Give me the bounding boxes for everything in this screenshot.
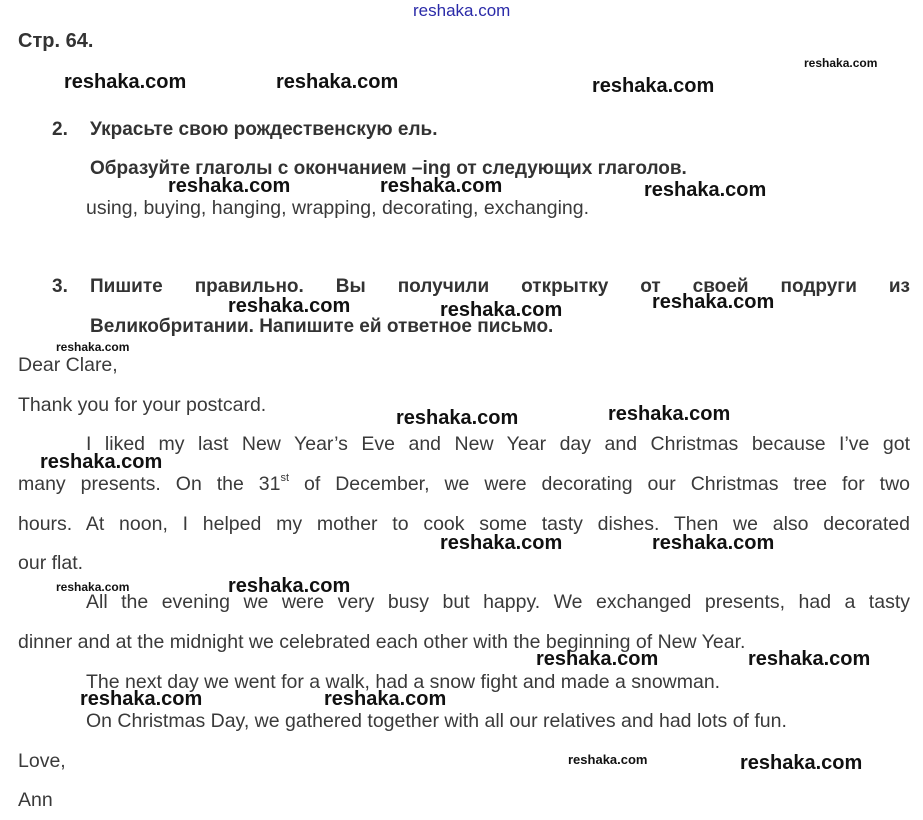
watermark: reshaka.com xyxy=(80,688,203,710)
watermark: reshaka.com xyxy=(396,407,519,429)
watermark: reshaka.com xyxy=(568,752,648,767)
letter-p2-line1: All the evening we were very busy but happy. We exchanged presents, had a tasty xyxy=(86,591,910,613)
ordinal-suffix: st xyxy=(280,471,290,484)
watermark: reshaka.com xyxy=(652,291,775,313)
letter-p1-line1: I liked my last New Year’s Eve and New Year day and Christmas because I’ve got xyxy=(86,433,910,455)
watermark: reshaka.com xyxy=(228,575,351,597)
watermark: reshaka.com xyxy=(56,340,130,354)
watermark: reshaka.com xyxy=(440,299,563,321)
letter-thanks: Thank you for your postcard. xyxy=(18,394,267,416)
watermark: reshaka.com xyxy=(592,75,715,97)
letter-p1-line3: hours. At noon, I helped my mother to cook some tasty dishes. Then we also decorated xyxy=(18,513,910,535)
letter-p1-line2: many presents. On the 31st of December, we were decorating our Christmas tree for two xyxy=(18,471,910,495)
watermark: reshaka.com xyxy=(652,532,775,554)
task-3-title-line1: Пишите правильно. Вы получили открытку от своей подруги из xyxy=(90,276,910,297)
letter-p2-line2: dinner and at the midnight we celebrated each other with the beginning of New Year. xyxy=(18,631,746,653)
watermark: reshaka.com xyxy=(748,648,871,670)
watermark: reshaka.com xyxy=(740,752,863,774)
watermark: reshaka.com xyxy=(608,403,731,425)
letter-p1-line4: our flat. xyxy=(18,552,84,574)
letter-p3: The next day we went for a walk, had a snow fight and made a snowman. xyxy=(86,671,721,693)
watermark: reshaka.com xyxy=(804,56,878,70)
watermark: reshaka.com xyxy=(536,648,659,670)
site-link[interactable]: reshaka.com xyxy=(413,1,511,20)
watermark: reshaka.com xyxy=(324,688,447,710)
watermark: reshaka.com xyxy=(380,175,503,197)
task-2-instruction: Образуйте глаголы с окончанием –ing от следующих глаголов. xyxy=(90,158,687,179)
task-2-number: 2. xyxy=(52,119,68,140)
watermark: reshaka.com xyxy=(644,179,767,201)
watermark: reshaka.com xyxy=(40,451,163,473)
letter-greeting: Dear Clare, xyxy=(18,354,118,376)
watermark: reshaka.com xyxy=(440,532,563,554)
letter-signature: Ann xyxy=(18,789,53,811)
letter-p4: On Christmas Day, we gathered together with all our relatives and had lots of fun. xyxy=(86,710,787,732)
watermark: reshaka.com xyxy=(64,71,187,93)
watermark: reshaka.com xyxy=(228,295,351,317)
letter-closing: Love, xyxy=(18,750,66,772)
task-3-number: 3. xyxy=(52,276,68,297)
task-2-title: Украсьте свою рождественскую ель. xyxy=(90,119,438,140)
task-3-title-line2: Великобритании. Напишите ей ответное письмо. xyxy=(90,316,554,337)
page-number: Стр. 64. xyxy=(18,30,94,52)
task-2-answer: using, buying, hanging, wrapping, decorating, exchanging. xyxy=(86,197,590,219)
watermark: reshaka.com xyxy=(276,71,399,93)
watermark: reshaka.com xyxy=(168,175,291,197)
watermark: reshaka.com xyxy=(56,580,130,594)
